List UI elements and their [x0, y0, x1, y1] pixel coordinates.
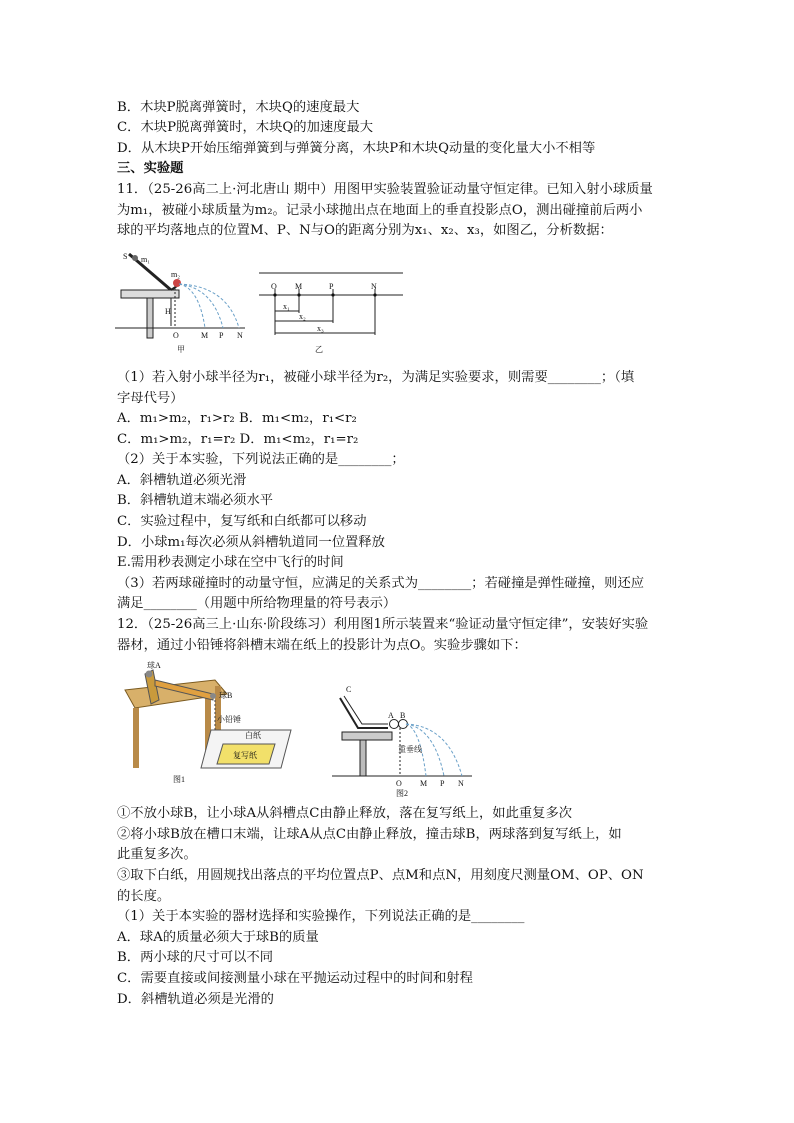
- prev-option-c: C．木块P脱离弹簧时，木块Q的加速度最大: [117, 120, 374, 135]
- q12-figure-1: [115, 660, 305, 788]
- prev-option-d: D．从木块P开始压缩弹簧到与弹簧分离，木块P和木块Q动量的变化量大小不相等: [117, 141, 596, 156]
- q12-step3-line2: 的长度。: [117, 889, 171, 904]
- q11-stem-line2: 为m₁，被碰小球质量为m₂。记录小球抛出点在地面上的垂直投影点O，测出碰撞前后两小: [117, 203, 643, 218]
- label-m: M: [295, 282, 303, 291]
- label-m1: m₁: [141, 255, 151, 264]
- q11-p2-option-e: E.需用秒表测定小球在空中飞行的时间: [117, 555, 344, 570]
- label-x1: x₁: [283, 302, 290, 311]
- q12-step2-line1: ②将小球B放在槽口末端，让球A从点C由静止释放，撞击球B，两球落到复写纸上，如: [117, 827, 622, 842]
- label-vertical-line: 重垂线: [398, 745, 422, 754]
- label-p: P: [329, 282, 334, 291]
- q11-p2-option-d: D．小球m₁每次必须从斜槽轨道同一位置释放: [117, 535, 385, 550]
- label-m: M: [201, 331, 209, 340]
- q11-p2-option-b: B．斜槽轨道末端必须水平: [117, 493, 274, 508]
- q11-p2: （2）关于本实验，下列说法正确的是________；: [117, 452, 405, 467]
- q11-p1-line1: （1）若入射小球半径为r₁，被碰小球半径为r₂，为满足实验要求，则需要________；（填: [117, 370, 635, 385]
- section-title: 三、实验题: [117, 161, 184, 176]
- label-b: B: [400, 711, 406, 720]
- figure-caption-jia: 甲: [177, 345, 185, 354]
- label-n: N: [458, 779, 464, 788]
- label-o: O: [271, 282, 277, 291]
- label-plumb: 小铅锤: [217, 715, 241, 724]
- q11-p1-options-row1: A．m₁>m₂，r₁>r₂ B．m₁<m₂，r₁<r₂: [117, 411, 357, 426]
- q12-step2-line2: 此重复多次。: [117, 847, 197, 862]
- q12-p1-option-c: C．需要直接或间接测量小球在平抛运动过程中的时间和射程: [117, 971, 473, 986]
- q11-stem-line3: 球的平均落地点的位置M、P、N与O的距离分别为x₁、x₂、x₃，如图乙，分析数据：: [117, 223, 613, 238]
- q11-figure-jia: [115, 250, 255, 358]
- label-white-paper: 白纸: [245, 731, 261, 740]
- q11-p3-line1: （3）若两球碰撞时的动量守恒，应满足的关系式为________；若碰撞是弹性碰撞，则还应: [117, 576, 645, 591]
- figure-caption-1: 图1: [173, 775, 185, 784]
- q11-p1-line2: 字母代号）: [117, 391, 184, 406]
- q11-figure-yi: [255, 265, 405, 357]
- q11-p2-option-a: A．斜槽轨道必须光滑: [117, 473, 247, 488]
- q12-stem-line2: 器材，通过小铅锤将斜槽末端在纸上的投影计为点O。实验步骤如下：: [117, 638, 527, 653]
- label-h: H: [165, 307, 171, 316]
- label-a: A: [388, 711, 394, 720]
- label-ball-b: 球B: [219, 691, 233, 700]
- label-s: S: [123, 252, 128, 261]
- q12-p1-option-b: B．两小球的尺寸可以不同: [117, 950, 274, 965]
- q12-p1-option-d: D．斜槽轨道必须是光滑的: [117, 992, 274, 1007]
- q11-p3-line2: 满足________（用题中所给物理量的符号表示）: [117, 596, 397, 611]
- q12-figure-2: [330, 680, 480, 798]
- label-x3: x₃: [317, 324, 324, 333]
- q12-p1-option-a: A．球A的质量必须大于球B的质量: [117, 930, 319, 945]
- label-carbon-paper: 复写纸: [233, 751, 257, 760]
- label-p: P: [440, 779, 445, 788]
- q12-p1: （1）关于本实验的器材选择和实验操作，下列说法正确的是________: [117, 909, 525, 924]
- label-p: P: [219, 331, 224, 340]
- q12-stem-line1: 12．（25-26高三上·山东·阶段练习）利用图1所示装置来“验证动量守恒定律”，安装好实验: [117, 617, 649, 632]
- label-n: N: [237, 331, 243, 340]
- label-o: O: [173, 331, 179, 340]
- prev-option-b: B．木块P脱离弹簧时，木块Q的速度最大: [117, 100, 360, 115]
- q11-p1-options-row2: C．m₁>m₂，r₁=r₂ D．m₁<m₂，r₁=r₂: [117, 432, 359, 447]
- label-o: O: [396, 779, 402, 788]
- label-m2: m₂: [171, 270, 181, 279]
- figure-caption-2: 图2: [396, 789, 408, 798]
- label-x2: x₂: [299, 312, 306, 321]
- q11-stem-line1: 11．（25-26高二上·河北唐山 期中）用图甲实验装置验证动量守恒定律。已知入射小球质量: [117, 182, 653, 197]
- figure-caption-yi: 乙: [315, 345, 323, 354]
- q12-step3-line1: ③取下白纸，用圆规找出落点的平均位置点P、点M和点N，用刻度尺测量OM、OP、ON: [117, 868, 644, 883]
- label-n: N: [371, 282, 377, 291]
- label-m: M: [420, 779, 428, 788]
- label-c: C: [346, 685, 352, 694]
- label-ball-a: 球A: [147, 661, 161, 670]
- q12-step1: ①不放小球B，让小球A从斜槽点C由静止释放，落在复写纸上，如此重复多次: [117, 806, 573, 821]
- q11-p2-option-c: C．实验过程中，复写纸和白纸都可以移动: [117, 514, 367, 529]
